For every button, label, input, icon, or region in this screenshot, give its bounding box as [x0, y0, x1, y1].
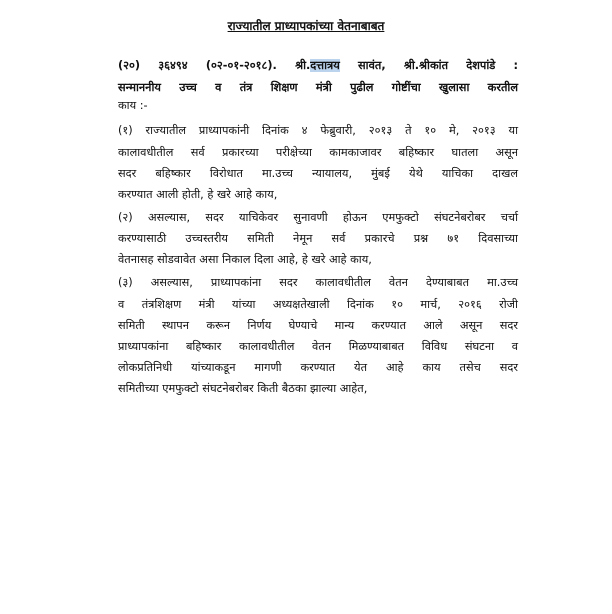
members-prefix: श्री.	[295, 59, 311, 72]
document-title: राज्यातील प्राध्यापकांच्या वेतनाबाबत	[227, 19, 385, 33]
question-2-line-1: (२) असल्यास, सदर याचिकेवर सुनावणी होऊन एमफुक्टो संघटनेबरोबर चर्चा	[118, 211, 518, 224]
question-3-line-5: लोकप्रतिनिधी यांच्याकडून मागणी करण्यात येत आहे काय तसेच सदर	[118, 361, 518, 374]
question-1-line-2: कालावधीतील सर्व प्रकारच्या परीक्षेच्या कामकाजावर बहिष्कार घातला असून	[118, 146, 518, 159]
question-3-line-3: समिती स्थापन करून निर्णय घेण्याचे मान्य करण्यात आले असून सदर	[118, 319, 518, 332]
question-3-line-1: (३) असल्यास, प्राध्यापकांना सदर कालावधीतील वेतन देण्याबाबत मा.उच्च	[118, 276, 518, 289]
kay-line: काय :-	[118, 99, 148, 112]
question-3-line-6: समितीच्या एमफुक्टो संघटनेबरोबर किती बैठका झाल्या आहेत,	[118, 382, 368, 395]
question-2-line-3: वेतनासह सोडवावेत असा निकाल दिला आहे, हे खरे आहे काय,	[118, 253, 372, 266]
question-1-line-3: सदर बहिष्कार विरोधात मा.उच्च न्यायालय, मुंबई येथे याचिका दाखल	[118, 167, 518, 180]
question-1-line-4: करण्यात आली होती, हे खरे आहे काय,	[118, 188, 278, 201]
question-1-line-1: (१) राज्यातील प्राध्यापकांनी दिनांक ४ फेब्रुवारी, २०१३ ते १० मे, २०१३ या	[118, 124, 518, 137]
members-rest: सावंत, श्री.श्रीकांत देशपांडे :	[358, 59, 519, 72]
minister-line: सन्माननीय उच्च व तंत्र शिक्षण मंत्री पुढील गोष्टींचा खुलासा करतील	[118, 81, 518, 94]
question-header-line	[118, 58, 518, 74]
highlighted-name[interactable]: दत्तात्रय	[310, 59, 340, 72]
member-names	[295, 59, 340, 72]
question-2-line-2: करण्यासाठी उच्चस्तरीय समिती नेमून सर्व प्रकारचे प्रश्न ७१ दिवसाच्या	[118, 232, 518, 245]
question-3-line-2: व तंत्रशिक्षण मंत्री यांच्या अध्यक्षतेखाली दिनांक १० मार्च, २०१६ रोजी	[118, 298, 518, 311]
question-3-line-4: प्राध्यापकांना बहिष्कार कालावधीतील वेतन मिळण्याबाबत विविध संघटना व	[118, 340, 518, 353]
question-number: (२०) ३६४९४ (०२-०१-२०१८).	[118, 59, 277, 72]
